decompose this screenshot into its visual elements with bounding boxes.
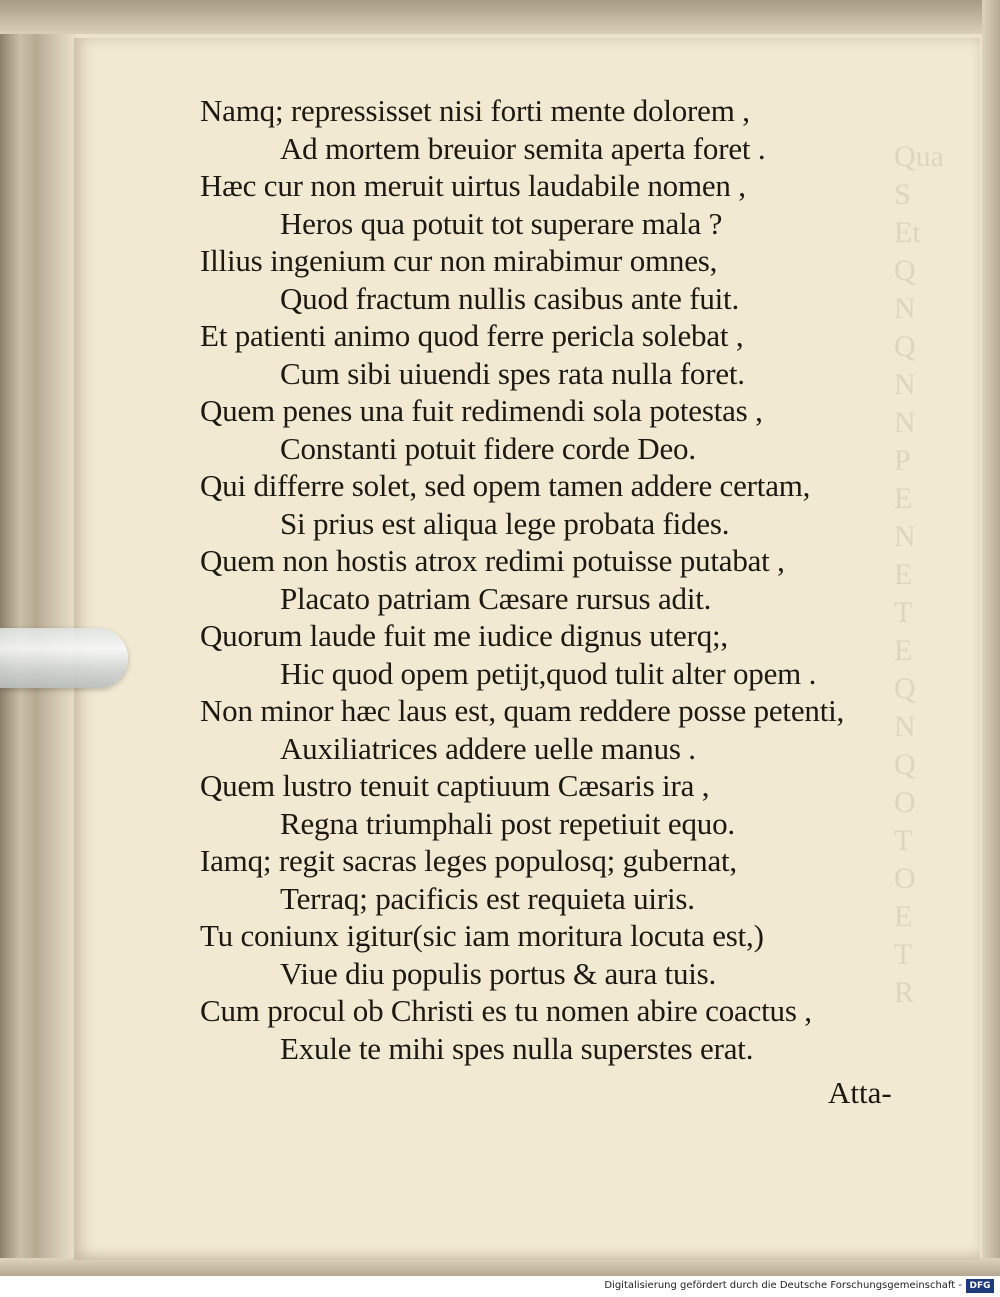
poem-line: Quem non hostis atrox redimi potuisse putabat , [200,543,785,578]
poem-line: Quem lustro tenuit captiuum Cæsaris ira , [200,768,710,803]
poem-line: Constanti potuit fidere corde Deo. [280,430,696,466]
poem-line: Quem penes una fuit redimendi sola potestas , [200,393,763,428]
board-bottom-edge [0,1258,1000,1276]
poem-line: Qui differre solet, sed opem tamen addere certam, [200,468,811,503]
footer-credit: Digitalisierung gefördert durch die Deutsche Forschungsgemeinschaft - [604,1280,962,1291]
poem-line: Placato patriam Cæsare rursus adit. [280,580,712,616]
show-through-ghost-text: Qua S Et Q N Q N N P E N E T E Q N Q O T O E T R [894,140,944,1009]
page-holder-clip [0,628,128,688]
poem-line: Cum sibi uiuendi spes rata nulla foret. [280,355,745,391]
poem-line: Illius ingenium cur non mirabimur omnes, [200,243,718,278]
poem-line: Viue diu populis portus & aura tuis. [280,955,717,991]
poem-line: Ad mortem breuior semita aperta foret . [280,130,766,166]
poem-line: Hic quod opem petijt,quod tulit alter opem . [280,655,817,691]
poem-line: Heros qua potuit tot superare mala ? [280,205,723,241]
dfg-logo: DFG [966,1279,994,1293]
poem-line: Hæc cur non meruit uirtus laudabile nomen , [200,168,746,203]
poem-line: Quorum laude fuit me iudice dignus uterq;, [200,618,728,653]
footer-bar [0,1276,1000,1297]
poem-line: Iamq; regit sacras leges populosq; gubernat, [200,843,737,878]
poem-line: Non minor hæc laus est, quam reddere posse petenti, [200,693,845,728]
poem-line: Terraq; pacificis est requieta uiris. [280,880,695,916]
poem-line: Quod fractum nullis casibus ante fuit. [280,280,740,316]
poem-line: Exule te mihi spes nulla superstes erat. [280,1030,754,1066]
poem-line: Tu coniunx igitur(sic iam moritura locuta est,) [200,918,764,953]
poem-line: Regna triumphali post repetiuit equo. [280,805,735,841]
poem-line: Si prius est aliqua lege probata fides. [280,505,730,541]
poem-line: Auxiliatrices addere uelle manus . [280,730,696,766]
board-top-edge [0,0,1000,34]
poem-text-block [200,92,940,1067]
catchword: Atta- [828,1075,892,1110]
poem-line: Namq; repressisset nisi forti mente dolorem , [200,93,750,128]
poem-line: Et patienti animo quod ferre pericla solebat , [200,318,744,353]
poem-line: Cum procul ob Christi es tu nomen abire coactus , [200,993,812,1028]
